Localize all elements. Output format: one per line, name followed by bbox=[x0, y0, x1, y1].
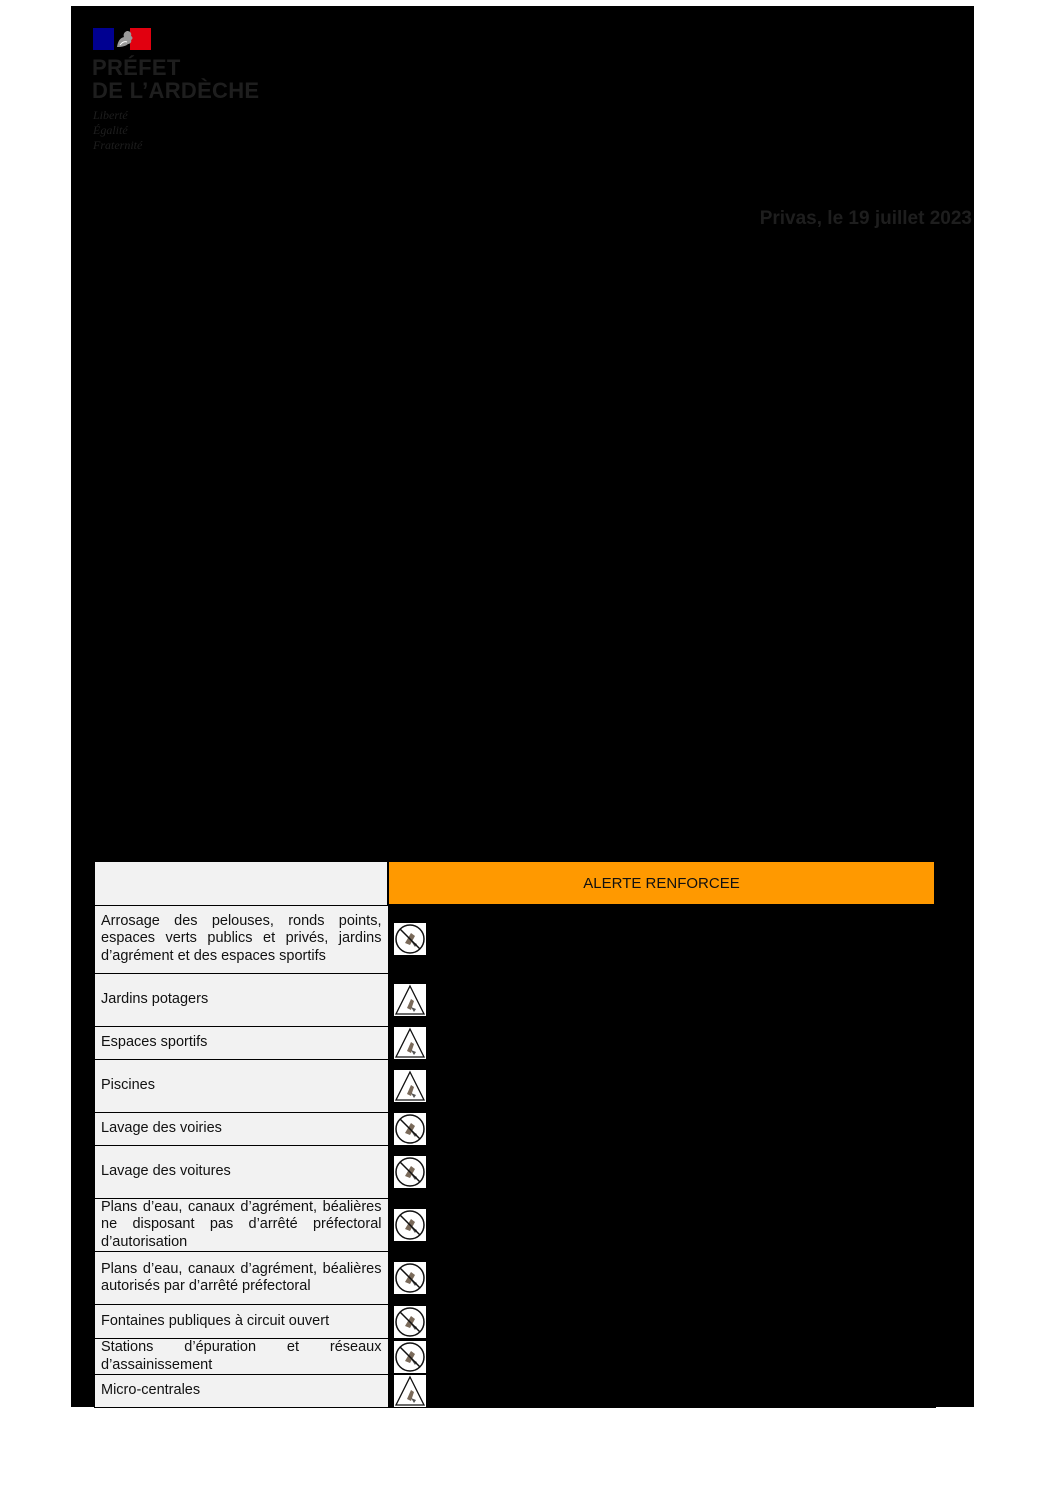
prohibited-icon bbox=[394, 1209, 426, 1241]
prohibited-icon bbox=[394, 1113, 426, 1145]
table-row bbox=[95, 1198, 936, 1252]
status-cell bbox=[388, 1026, 935, 1059]
motto-egalite: Égalité bbox=[93, 123, 128, 137]
status-cell bbox=[388, 973, 935, 1026]
usage-label: Lavage des voiries bbox=[95, 1112, 389, 1145]
motto-liberte: Liberté bbox=[93, 108, 128, 122]
table-row bbox=[95, 905, 936, 973]
table-row bbox=[95, 1026, 936, 1059]
status-cell bbox=[388, 1252, 935, 1305]
table-row bbox=[95, 1375, 936, 1408]
usage-label: Jardins potagers bbox=[95, 973, 389, 1026]
usage-label: Plans d’eau, canaux d’agrément, béalières autorisés par d’arrêté préfectoral bbox=[95, 1252, 389, 1305]
header-label-cell bbox=[95, 861, 389, 905]
status-cell bbox=[388, 1112, 935, 1145]
restricted-icon bbox=[394, 1070, 426, 1102]
alert-level-header: ALERTE RENFORCEE bbox=[388, 861, 935, 905]
prohibited-icon bbox=[394, 1341, 426, 1373]
table-row bbox=[95, 1112, 936, 1145]
republic-motto bbox=[93, 108, 142, 153]
table-row bbox=[95, 1145, 936, 1198]
restricted-icon bbox=[394, 984, 426, 1016]
table-header-row bbox=[95, 861, 936, 905]
status-cell bbox=[388, 1059, 935, 1112]
usage-label: Fontaines publiques à circuit ouvert bbox=[95, 1305, 389, 1339]
table-row bbox=[95, 1059, 936, 1112]
table-row bbox=[95, 1339, 936, 1375]
restricted-icon bbox=[394, 1027, 426, 1059]
usage-label: Espaces sportifs bbox=[95, 1026, 389, 1059]
prohibited-icon bbox=[394, 923, 426, 955]
status-cell bbox=[388, 1339, 935, 1375]
table-row bbox=[95, 1305, 936, 1339]
status-cell bbox=[388, 905, 935, 973]
marianne-flag-icon bbox=[93, 28, 151, 50]
usage-label: Lavage des voitures bbox=[95, 1145, 389, 1198]
usage-label: Plans d’eau, canaux d’agrément, béalières ne disposant pas d’arrêté préfectoral d’autorisation bbox=[95, 1198, 389, 1252]
restrictions-table bbox=[94, 860, 936, 1408]
usage-label: Micro-centrales bbox=[95, 1375, 389, 1408]
status-cell bbox=[388, 1145, 935, 1198]
motto-fraternite: Fraternité bbox=[93, 138, 143, 152]
table-row bbox=[95, 973, 936, 1026]
status-cell bbox=[388, 1198, 935, 1252]
status-cell bbox=[388, 1375, 935, 1408]
prohibited-icon bbox=[394, 1156, 426, 1188]
usage-label: Stations d’épuration et réseaux d’assainissement bbox=[95, 1339, 389, 1375]
prefecture-logo bbox=[91, 26, 291, 166]
prohibited-icon bbox=[394, 1262, 426, 1294]
restricted-icon bbox=[394, 1375, 426, 1407]
usage-label: Arrosage des pelouses, ronds points, espaces verts publics et privés, jardins d’agrément et des espaces sportifs bbox=[95, 905, 389, 973]
prohibited-icon bbox=[394, 1306, 426, 1338]
status-cell bbox=[388, 1305, 935, 1339]
date-line: Privas, le 19 juillet 2023 bbox=[759, 208, 972, 229]
logo-title: PRÉFET DE L’ARDÈCHE bbox=[92, 55, 260, 103]
table-row bbox=[95, 1252, 936, 1305]
usage-label: Piscines bbox=[95, 1059, 389, 1112]
